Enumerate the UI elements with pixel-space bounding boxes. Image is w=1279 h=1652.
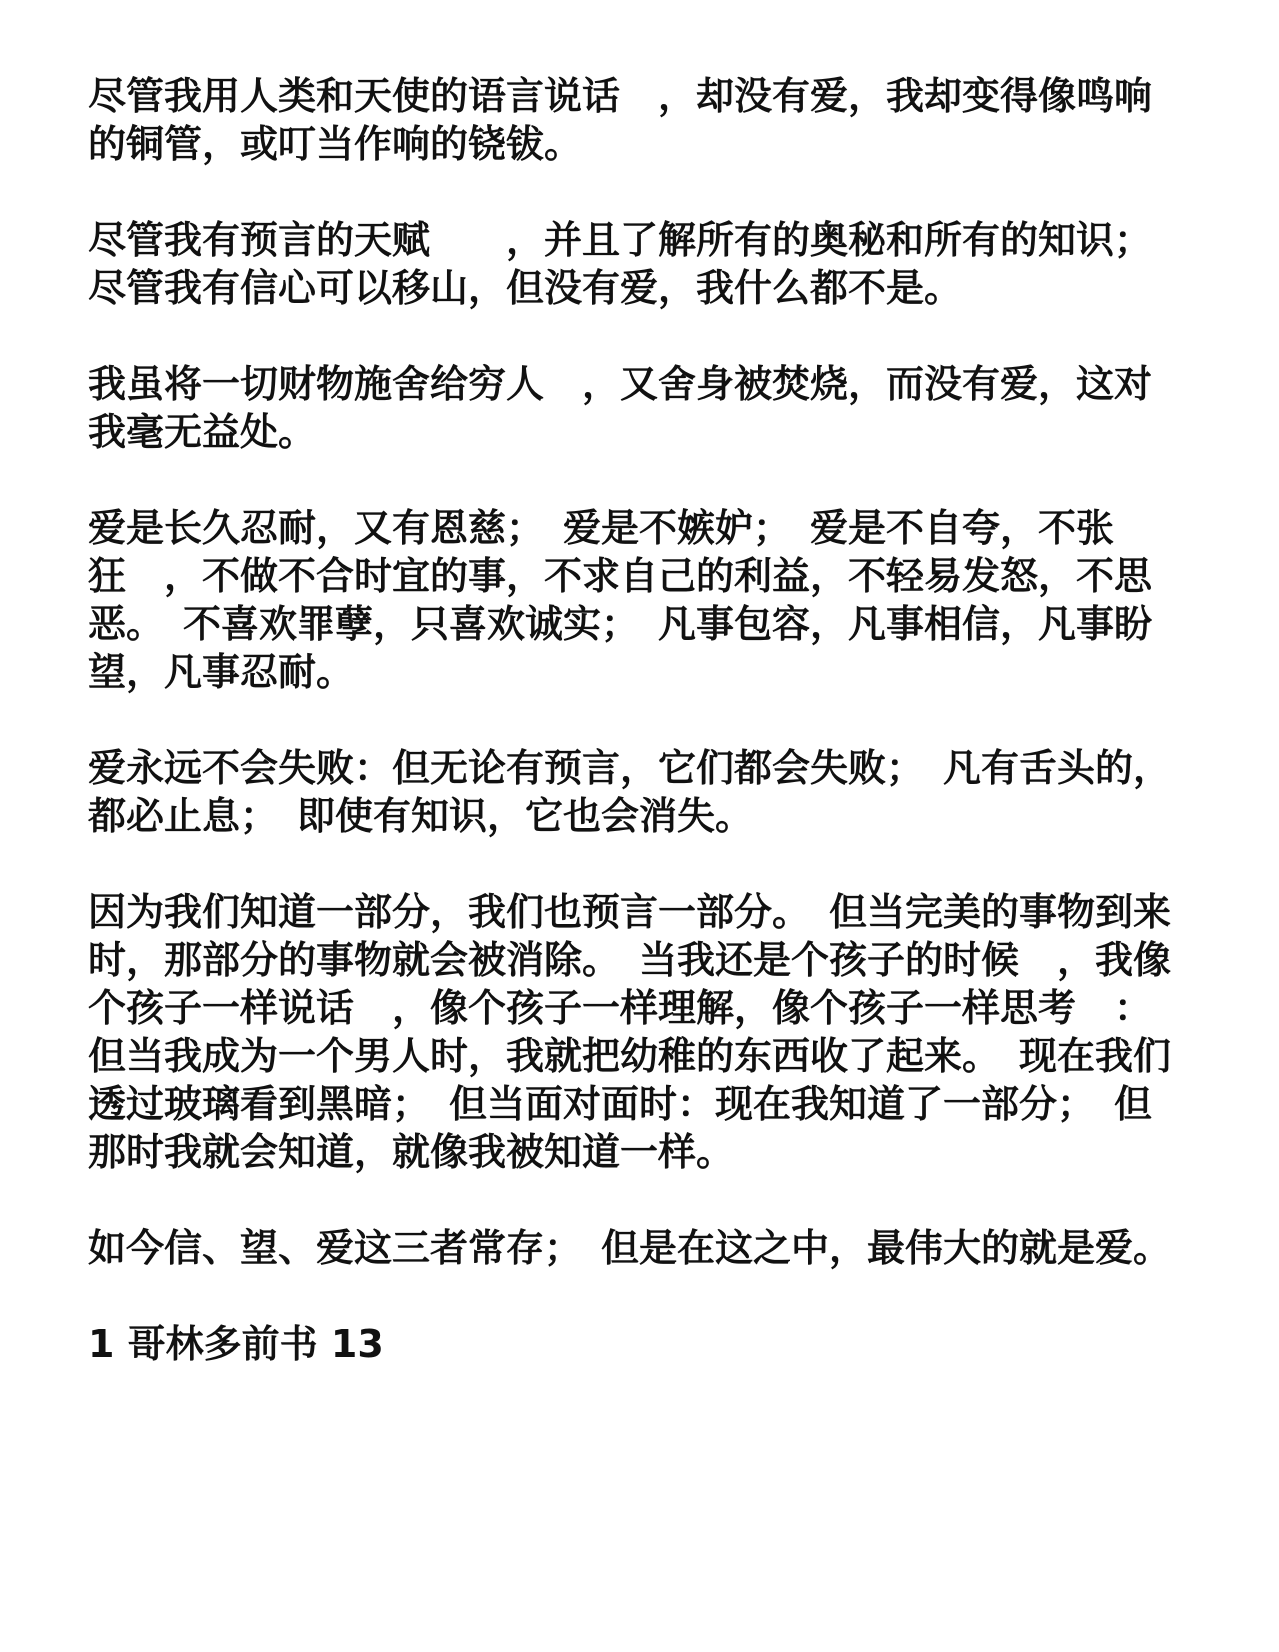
paragraph-4: 爱是长久忍耐，又有恩慈； 爱是不嫉妒； 爱是不自夸，不张狂 ，不做不合时宜的事，不求自己的利益，不轻易发怒，不思恶。 不喜欢罪孽，只喜欢诚实； 凡事包容，凡事相信，凡事盼望，凡事忍耐。 xyxy=(88,506,1153,694)
paragraph-5: 爱永远不会失败：但无论有预言，它们都会失败； 凡有舌头的，都必止息； 即使有知识，它也会消失。 xyxy=(88,746,1172,838)
document-page xyxy=(88,72,1188,1368)
paragraph-1: 尽管我用人类和天使的语言说话 ，却没有爱，我却变得像鸣响的铜管，或叮当作响的铙钹。 xyxy=(88,74,1153,166)
paragraph-3: 我虽将一切财物施舍给穷人 ，又舍身被焚烧，而没有爱，这对我毫无益处。 xyxy=(88,362,1153,454)
paragraph-6: 因为我们知道一部分，我们也预言一部分。 但当完美的事物到来时，那部分的事物就会被消除。 当我还是个孩子的时候 ，我像个孩子一样说话 ，像个孩子一样理解，像个孩子一样思考 ：但当我成为一个男人时，我就把幼稚的东西收了起来。 现在我们透过玻璃看到黑暗； 但当面对面时：现在我知道了一部分； 但那时我就会知道，就像我被知道一样。 xyxy=(88,890,1172,1174)
paragraph-2: 尽管我有预言的天赋 ，并且了解所有的奥秘和所有的知识；尽管我有信心可以移山，但没有爱，我什么都不是。 xyxy=(88,218,1153,310)
paragraph-7: 如今信、望、爱这三者常存； 但是在这之中，最伟大的就是爱。 xyxy=(88,1226,1172,1270)
scripture-citation: 1 哥林多前书 13 xyxy=(88,1322,384,1366)
